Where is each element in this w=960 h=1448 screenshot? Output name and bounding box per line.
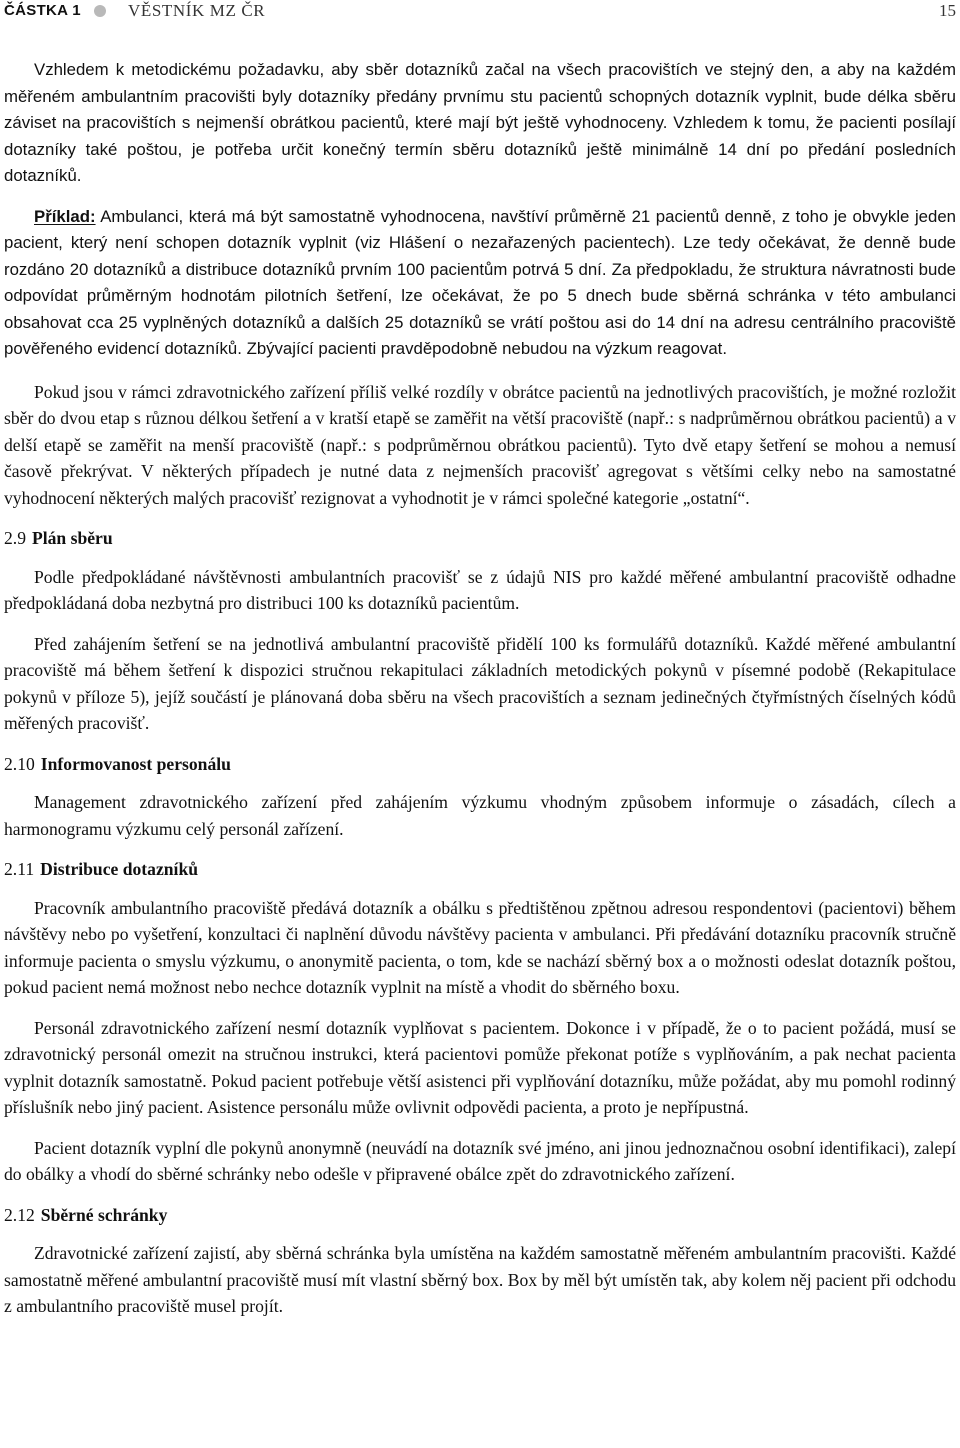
document-body [4, 57, 956, 1334]
section-number: 2.10 [4, 753, 35, 774]
paragraph: Management zdravotnického zařízení před zahájením výzkumu vhodným způsobem informuje o zásadách, cílech a harmonogramu výzkumu celý personál zařízení. [4, 792, 956, 839]
bullet-dot-icon [94, 5, 106, 17]
section-heading-2-11 [4, 856, 956, 883]
section-heading-2-12 [4, 1202, 956, 1229]
section-heading-2-10 [4, 751, 956, 778]
issue-part-label: ČÁSTKA 1 [4, 2, 81, 19]
paragraph: Pracovník ambulantního pracoviště předává dotazník a obálku s předtištěnou zpětnou adresou respondentovi (pacientovi) během návštěvy nebo po vyšetření, konzultaci či naplnění důvodu návštěvy pacienta v ambulanci. Při předávání dotazníku pracovník stručně informuje pacienta o smyslu výzkumu, o anonymitě pacienta, o tom, kde se nachází sběrný box a o možnosti odeslat dotazník poštou, pokud pacient nemá možnost nebo nechce dotazník vyplnit na místě a vhodit do sběrného boxu. [4, 897, 956, 997]
paragraph: Podle předpokládané návštěvnosti ambulantních pracovišť se z údajů NIS pro každé měřené ambulantní pracoviště odhadne předpokládaná doba nezbytná pro distribuci 100 ks dotazníků pacientům. [4, 566, 956, 613]
section-number: 2.11 [4, 859, 35, 879]
section-number: 2.9 [4, 528, 26, 548]
section-number: 2.12 [4, 1204, 35, 1225]
section-title: Sběrné schránky [40, 1204, 168, 1225]
example-label: Příklad: [34, 206, 96, 226]
example-text: Ambulanci, která má být samostatně vyhodnocena, navštíví průměrně 21 pacientů denně, z toho je obvykle jeden pacient, který není schopen dotazník vyplnit (viz Hlášení o nezařazených pacientech). Lze tedy očekávat, že denně bude rozdáno 20 dotazníků a distribuce dotazníků prvním 100 pacientům potrvá 5 dní. Za předpokladu, že struktura návratnosti bude odpovídat průměrným hodnotám pilotních šetření, lze očekávat, že po 5 dnech bude sběrná schránka v této ambulanci obsahovat cca 25 vyplněných dotazníků a dalších 25 dotazníků se vrátí poštou asi do 14 dní na adresu centrálního pracoviště pověřeného evidencí dotazníků. Zbývající pacienti pravděpodobně nebudou na výzkum reagovat. [4, 206, 956, 358]
section-title: Informovanost personálu [40, 753, 231, 774]
page-number: 15 [939, 1, 956, 20]
paragraph: Před zahájením šetření se na jednotlivá ambulantní pracoviště přidělí 100 ks formulářů dotazníků. Každé měřené ambulantní pracoviště má během šetření k dispozici stručnou rekapitulaci základních metodických pokynů v písemné podobě (Rekapitulace pokynů v příloze 5), jejíž součástí je plánovaná doba sběru na všech pracovištích a seznam jedinečných čtyřmístných číselných kódů měřených pracovišť. [4, 633, 956, 733]
journal-title: VĚSTNÍK MZ ČR [128, 1, 266, 20]
section-title: Plán sběru [32, 528, 113, 548]
example-paragraph [4, 204, 956, 363]
intro-paragraph: Vzhledem k metodickému požadavku, aby sběr dotazníků začal na všech pracovištích ve stejný den, a aby na každém měřeném ambulantním pracovišti byly dotazníky předány prvnímu stu pacientů schopných dotazník vyplnit, bude délka sběru záviset na pracovištích s nejmenší obrátkou pacientů, které mají být ještě vyhodnoceny. Vzhledem k tomu, že pacienti posílají dotazníky také poštou, je potřeba určit konečný termín sběru dotazníků ještě minimálně 14 dní po předání posledních dotazníků. [4, 60, 956, 185]
section-title: Distribuce dotazníků [40, 859, 199, 879]
paragraph: Personál zdravotnického zařízení nesmí dotazník vyplňovat s pacientem. Dokonce i v případě, že o to pacient požádá, musí se zdravotnický personál omezit na stručnou instrukci, která pacientovi pomůže překonat potíže s vyplňováním, a pak nechat pacienta vyplnit dotazník samostatně. Pokud pacient potřebuje větší asistenci při vyplňování dotazníku, může požádat, aby mu pomohl rodinný příslušník nebo jiný pacient. Asistence personálu může ovlivnit odpovědi pacienta, a proto je nepřípustná. [4, 1017, 956, 1117]
section-heading-2-9 [4, 525, 956, 552]
stages-paragraph: Pokud jsou v rámci zdravotnického zařízení příliš velké rozdíly v obrátce pacientů na jednotlivých pracovištích, je možné rozložit sběr do dvou etap s různou délkou šetření a v kratší etapě se zaměřit na větší pracoviště (např.: s nadprůměrnou obrátkou pacientů) a v delší etapě se zaměřit na menší pracoviště (např.: s podprůměrnou obrátkou pacientů). Tyto dvě etapy šetření se mohou a nemusí časově překrývat. V některých případech je nutné data z nejmenších pracovišť agregovat s většími celky nebo na samostatné vyhodnocení některých malých pracovišť rezignovat a vyhodnotit je v rámci společné kategorie „ostatní“. [4, 381, 956, 508]
paragraph: Pacient dotazník vyplní dle pokynů anonymně (neuvádí na dotazník své jméno, ani jinou jednoznačnou osobní identifikaci), zalepí do obálky a vhodí do sběrné schránky nebo odešle v připravené obálce zpět do zdravotnického zařízení. [4, 1137, 956, 1184]
page-header [0, 0, 960, 24]
paragraph: Zdravotnické zařízení zajistí, aby sběrná schránka byla umístěna na každém samostatně měřeném ambulantním pracovišti. Každé samostatně měřené ambulantní pracoviště musí mít vlastní sběrný box. Box by měl být umístěn tak, aby kolem něj pacient při odchodu z ambulantního pracoviště musel projít. [4, 1243, 956, 1316]
